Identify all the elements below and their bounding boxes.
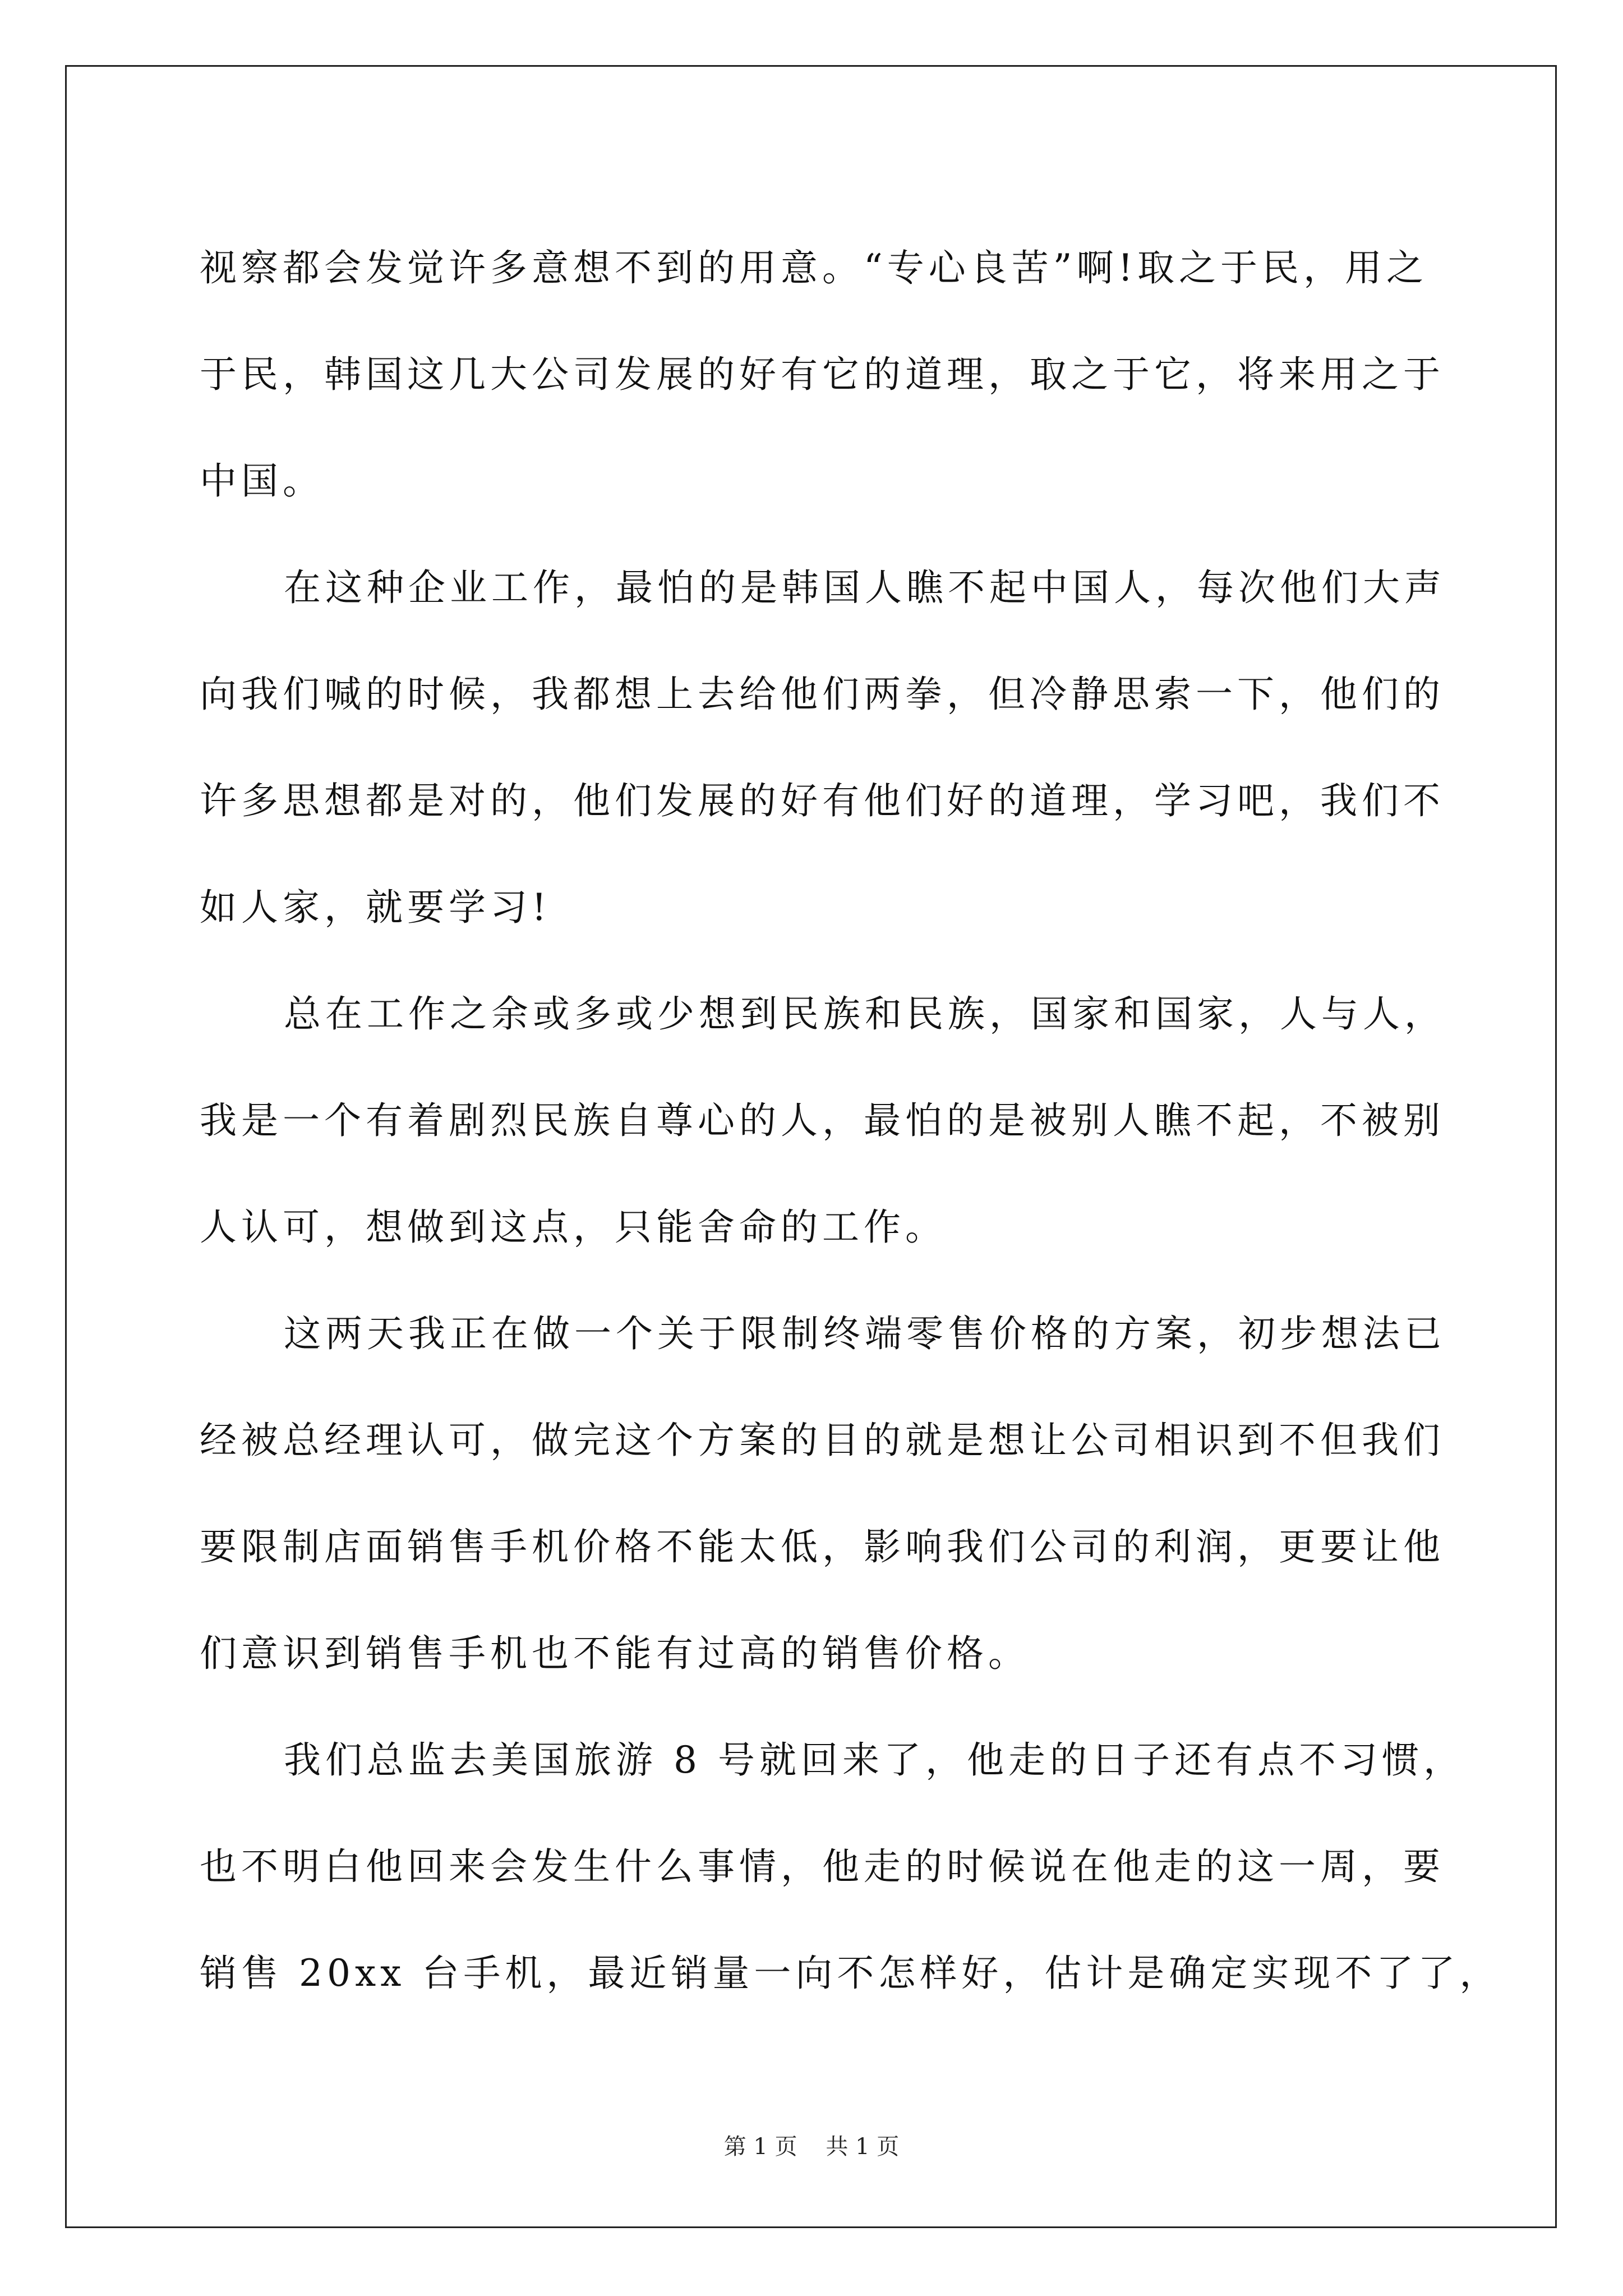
text-line: 要限制店面销售手机价格不能太低，影响我们公司的利润，更要让他 <box>200 1525 1445 1568</box>
text-line: 于民，韩国这几大公司发展的好有它的道理，取之于它，将来用之于 <box>200 352 1445 396</box>
text-line: 许多思想都是对的，他们发展的好有他们好的道理，学习吧，我们不 <box>200 779 1445 822</box>
text-line: 们意识到销售手机也不能有过高的销售价格。 <box>200 1631 1030 1675</box>
text-line: 如人家，就要学习! <box>200 885 551 929</box>
text-line: 也不明白他回来会发生什么事情，他走的时候说在他走的这一周，要 <box>200 1844 1445 1888</box>
paragraph-first-line: 在这种企业工作，最怕的是韩国人瞧不起中国人，每次他们大声 <box>284 565 1446 609</box>
paragraph-first-line: 我们总监去美国旅游 8 号就回来了，他走的日子还有点不习惯， <box>284 1738 1465 1782</box>
text-line: 中国。 <box>200 459 324 503</box>
page-number-footer: 第 1 页 共 1 页 <box>723 2134 900 2160</box>
text-line: 向我们喊的时候，我都想上去给他们两拳，但冷静思索一下，他们的 <box>200 672 1445 716</box>
document-body <box>200 211 1501 2023</box>
paragraph-first-line: 总在工作之余或多或少想到民族和民族，国家和国家，人与人， <box>284 992 1446 1036</box>
text-line: 视察都会发觉许多意想不到的用意。“专心良苦”啊!取之于民，用之 <box>200 246 1428 289</box>
paragraph-first-line: 这两天我正在做一个关于限制终端零售价格的方案，初步想法已 <box>284 1312 1446 1355</box>
text-line: 经被总经理认可，做完这个方案的目的就是想让公司相识到不但我们 <box>200 1418 1445 1462</box>
text-line: 我是一个有着剧烈民族自尊心的人，最怕的是被别人瞧不起，不被别 <box>200 1098 1445 1142</box>
text-line: 销售 20xx 台手机，最近销量一向不怎样好，估计是确定实现不了了， <box>200 1951 1501 1995</box>
text-line: 人认可，想做到这点，只能舍命的工作。 <box>200 1205 947 1249</box>
